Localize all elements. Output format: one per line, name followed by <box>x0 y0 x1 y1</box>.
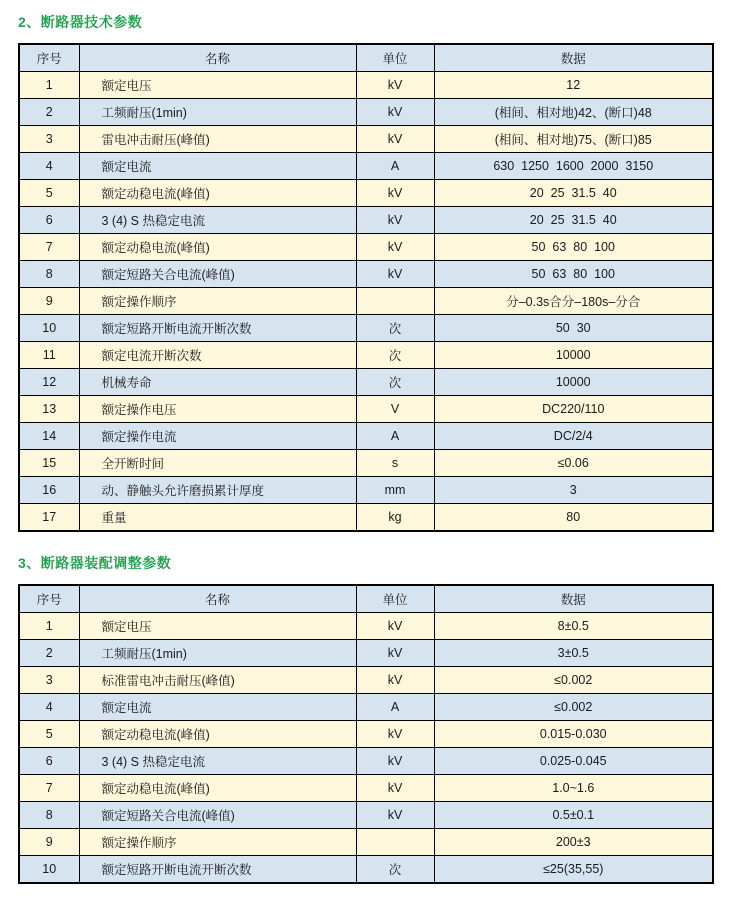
param-name-cell: 额定操作顺序 <box>79 288 356 315</box>
column-header: 名称 <box>79 44 356 72</box>
row-number-cell: 5 <box>19 180 79 207</box>
unit-cell: 次 <box>356 856 434 884</box>
param-name-cell: 额定电流 <box>79 694 356 721</box>
param-name-cell: 额定电流 <box>79 153 356 180</box>
row-number-cell: 3 <box>19 126 79 153</box>
row-number-cell: 17 <box>19 504 79 532</box>
unit-cell: kV <box>356 640 434 667</box>
tech-params-table <box>18 43 714 532</box>
value-cell: ≤0.06 <box>434 450 713 477</box>
table-row <box>19 504 713 532</box>
column-header: 数据 <box>434 44 713 72</box>
row-number-cell: 11 <box>19 342 79 369</box>
param-name-cell: 额定动稳电流(峰值) <box>79 234 356 261</box>
unit-cell: kV <box>356 667 434 694</box>
column-header: 单位 <box>356 585 434 613</box>
section-title-assembly-params: 3、断路器装配调整参数 <box>18 555 172 571</box>
row-number-cell: 6 <box>19 748 79 775</box>
table-row <box>19 477 713 504</box>
value-cell: 分–0.3s合分–180s–分合 <box>434 288 713 315</box>
param-name-cell: 3 (4) S 热稳定电流 <box>79 748 356 775</box>
table-row <box>19 423 713 450</box>
column-header: 名称 <box>79 585 356 613</box>
value-cell: 3±0.5 <box>434 640 713 667</box>
value-cell: 0.5±0.1 <box>434 802 713 829</box>
unit-cell: kV <box>356 126 434 153</box>
tech-params-header-row <box>19 44 713 72</box>
value-cell: 80 <box>434 504 713 532</box>
table-row <box>19 396 713 423</box>
unit-cell: kV <box>356 721 434 748</box>
param-name-cell: 额定短路关合电流(峰值) <box>79 802 356 829</box>
table-row <box>19 613 713 640</box>
row-number-cell: 8 <box>19 802 79 829</box>
table-row <box>19 207 713 234</box>
param-name-cell: 3 (4) S 热稳定电流 <box>79 207 356 234</box>
row-number-cell: 4 <box>19 694 79 721</box>
value-cell: ≤0.002 <box>434 667 713 694</box>
value-cell: 50 30 <box>434 315 713 342</box>
unit-cell: kV <box>356 775 434 802</box>
row-number-cell: 7 <box>19 234 79 261</box>
value-cell: 20 25 31.5 40 <box>434 180 713 207</box>
assembly-params-table <box>18 584 714 884</box>
value-cell: 3 <box>434 477 713 504</box>
unit-cell: 次 <box>356 342 434 369</box>
param-name-cell: 额定短路开断电流开断次数 <box>79 315 356 342</box>
param-name-cell: 全开断时间 <box>79 450 356 477</box>
unit-cell: kV <box>356 802 434 829</box>
value-cell: (相间、相对地)75、(断口)85 <box>434 126 713 153</box>
param-name-cell: 工频耐压(1min) <box>79 99 356 126</box>
unit-cell: kV <box>356 72 434 99</box>
value-cell: 8±0.5 <box>434 613 713 640</box>
table-row <box>19 829 713 856</box>
unit-cell: A <box>356 153 434 180</box>
row-number-cell: 16 <box>19 477 79 504</box>
table-row <box>19 261 713 288</box>
table-row <box>19 72 713 99</box>
row-number-cell: 14 <box>19 423 79 450</box>
table-row <box>19 342 713 369</box>
param-name-cell: 额定短路关合电流(峰值) <box>79 261 356 288</box>
unit-cell: V <box>356 396 434 423</box>
table-row <box>19 640 713 667</box>
table-row <box>19 99 713 126</box>
table-row <box>19 315 713 342</box>
column-header: 序号 <box>19 585 79 613</box>
param-name-cell: 工频耐压(1min) <box>79 640 356 667</box>
value-cell: 12 <box>434 72 713 99</box>
unit-cell <box>356 829 434 856</box>
unit-cell: kV <box>356 234 434 261</box>
table-row <box>19 450 713 477</box>
row-number-cell: 12 <box>19 369 79 396</box>
param-name-cell: 额定动稳电流(峰值) <box>79 180 356 207</box>
value-cell: 0.015-0.030 <box>434 721 713 748</box>
param-name-cell: 动、静触头允许磨损累计厚度 <box>79 477 356 504</box>
table-row <box>19 126 713 153</box>
row-number-cell: 6 <box>19 207 79 234</box>
value-cell: DC/2/4 <box>434 423 713 450</box>
param-name-cell: 机械寿命 <box>79 369 356 396</box>
param-name-cell: 额定电流开断次数 <box>79 342 356 369</box>
table-row <box>19 667 713 694</box>
table-row <box>19 180 713 207</box>
value-cell: 50 63 80 100 <box>434 261 713 288</box>
unit-cell <box>356 288 434 315</box>
param-name-cell: 额定操作电压 <box>79 396 356 423</box>
param-name-cell: 额定操作顺序 <box>79 829 356 856</box>
row-number-cell: 2 <box>19 99 79 126</box>
value-cell: 0.025-0.045 <box>434 748 713 775</box>
section-title-tech-params: 2、断路器技术参数 <box>18 14 143 30</box>
table-row <box>19 856 713 884</box>
value-cell: 1.0~1.6 <box>434 775 713 802</box>
column-header: 序号 <box>19 44 79 72</box>
unit-cell: kV <box>356 748 434 775</box>
row-number-cell: 10 <box>19 856 79 884</box>
unit-cell: kV <box>356 207 434 234</box>
value-cell: ≤25(35,55) <box>434 856 713 884</box>
row-number-cell: 9 <box>19 288 79 315</box>
table-row <box>19 153 713 180</box>
unit-cell: A <box>356 423 434 450</box>
row-number-cell: 8 <box>19 261 79 288</box>
unit-cell: mm <box>356 477 434 504</box>
row-number-cell: 2 <box>19 640 79 667</box>
table-row <box>19 288 713 315</box>
row-number-cell: 4 <box>19 153 79 180</box>
value-cell: 50 63 80 100 <box>434 234 713 261</box>
param-name-cell: 额定操作电流 <box>79 423 356 450</box>
unit-cell: s <box>356 450 434 477</box>
row-number-cell: 3 <box>19 667 79 694</box>
param-name-cell: 雷电冲击耐压(峰值) <box>79 126 356 153</box>
unit-cell: A <box>356 694 434 721</box>
table-row <box>19 775 713 802</box>
value-cell: 630 1250 1600 2000 3150 <box>434 153 713 180</box>
param-name-cell: 重量 <box>79 504 356 532</box>
param-name-cell: 额定短路开断电流开断次数 <box>79 856 356 884</box>
param-name-cell: 标准雷电冲击耐压(峰值) <box>79 667 356 694</box>
value-cell: (相间、相对地)42、(断口)48 <box>434 99 713 126</box>
table-row <box>19 748 713 775</box>
assembly-params-header-row <box>19 585 713 613</box>
unit-cell: kV <box>356 613 434 640</box>
column-header: 数据 <box>434 585 713 613</box>
value-cell: 20 25 31.5 40 <box>434 207 713 234</box>
unit-cell: 次 <box>356 315 434 342</box>
table-row <box>19 694 713 721</box>
value-cell: 200±3 <box>434 829 713 856</box>
unit-cell: kV <box>356 180 434 207</box>
row-number-cell: 1 <box>19 72 79 99</box>
param-name-cell: 额定动稳电流(峰值) <box>79 775 356 802</box>
row-number-cell: 15 <box>19 450 79 477</box>
row-number-cell: 10 <box>19 315 79 342</box>
param-name-cell: 额定动稳电流(峰值) <box>79 721 356 748</box>
unit-cell: kg <box>356 504 434 532</box>
param-name-cell: 额定电压 <box>79 613 356 640</box>
row-number-cell: 5 <box>19 721 79 748</box>
row-number-cell: 7 <box>19 775 79 802</box>
column-header: 单位 <box>356 44 434 72</box>
value-cell: ≤0.002 <box>434 694 713 721</box>
unit-cell: 次 <box>356 369 434 396</box>
value-cell: DC220/110 <box>434 396 713 423</box>
unit-cell: kV <box>356 99 434 126</box>
param-name-cell: 额定电压 <box>79 72 356 99</box>
value-cell: 10000 <box>434 342 713 369</box>
row-number-cell: 1 <box>19 613 79 640</box>
table-row <box>19 802 713 829</box>
unit-cell: kV <box>356 261 434 288</box>
table-row <box>19 369 713 396</box>
row-number-cell: 9 <box>19 829 79 856</box>
table-row <box>19 234 713 261</box>
row-number-cell: 13 <box>19 396 79 423</box>
table-row <box>19 721 713 748</box>
value-cell: 10000 <box>434 369 713 396</box>
